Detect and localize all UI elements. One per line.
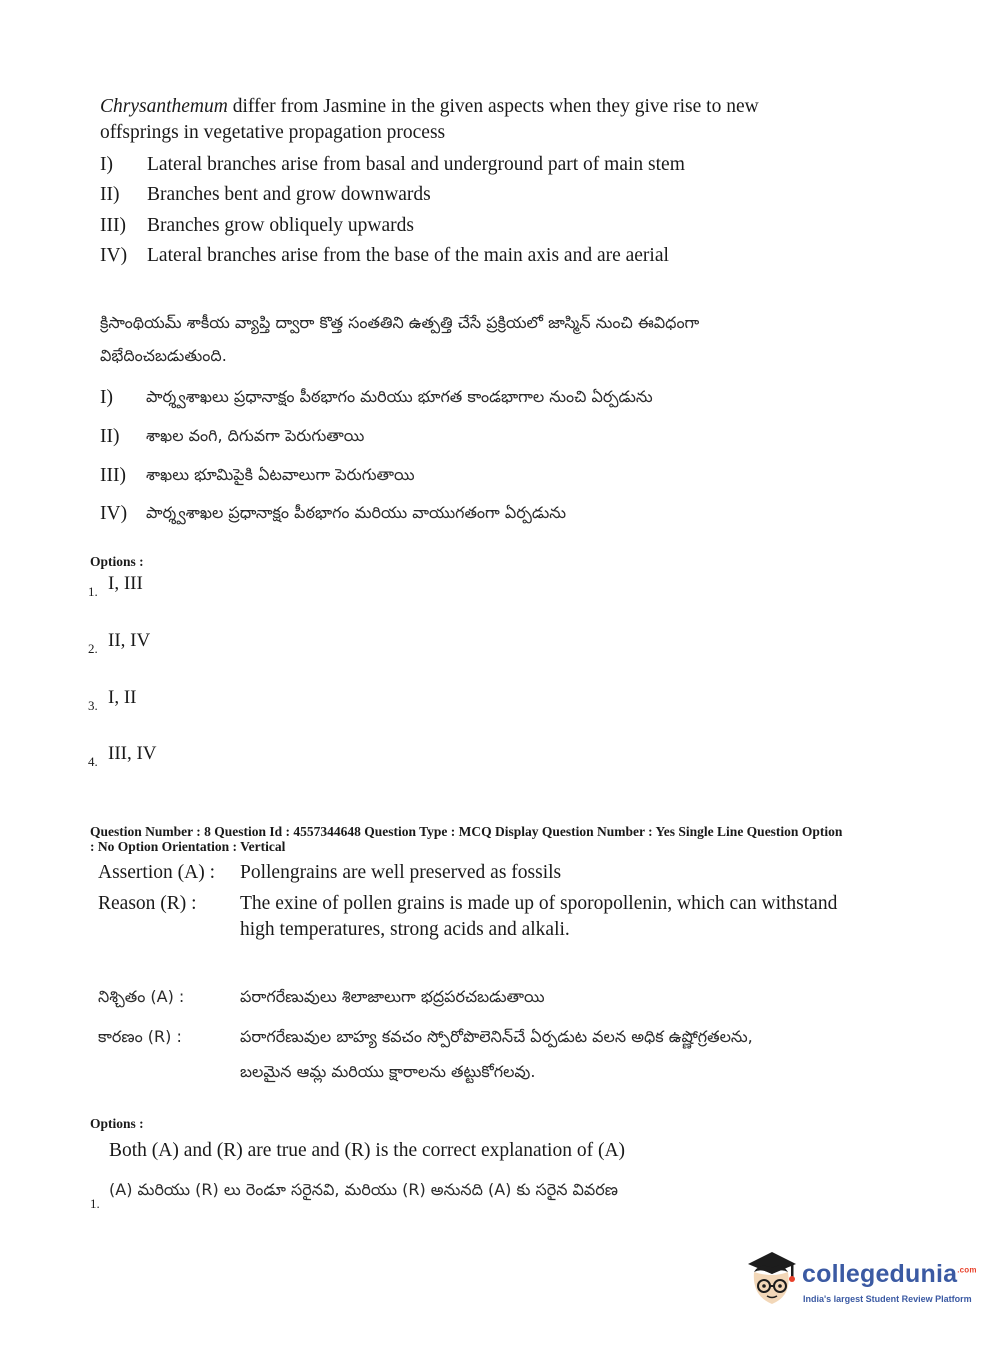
q7-stmt-text: Lateral branches arise from basal and underground part of main stem (147, 154, 685, 175)
logo-name: collegedunia (802, 1260, 958, 1288)
q8-options-label: Options : (90, 1116, 144, 1131)
option-number: 2. (88, 641, 98, 656)
q7-options-label: Options : (90, 554, 144, 569)
q8-meta-line2: : No Option Orientation : Vertical (90, 839, 286, 854)
q7-te-stem-line2: విభేదించబడుతుంది. (100, 346, 227, 365)
q7-te-statements (100, 385, 900, 535)
q7-te-stmt-text: పార్శ్వశాఖలు ప్రధానాక్షం పీఠభాగం మరియు భూగత కాండభాగాల నుంచి ఏర్పడును (146, 387, 653, 406)
q7-stmt-num: III) (100, 215, 126, 236)
q7-te-stmt-num: III) (100, 465, 126, 486)
option-text[interactable]: I, II (108, 687, 137, 708)
q7-options (88, 572, 388, 772)
q7-te-stmt-text: శాఖలు భూమిపైకి ఏటవాలుగా పెరుగుతాయి (146, 465, 415, 484)
option-number: 3. (88, 698, 98, 713)
te-reason-line1: పరాగరేణువుల బాహ్య కవచం స్పోరోపొలెనిన్‌చే ఏర్పడుట వలన అధిక ఉష్ణోగ్రతలను, (240, 1027, 753, 1046)
q8-meta-line1: Question Number : 8 Question Id : 4557344648 Question Type : MCQ Display Question Number : Yes Single Line Question Option (90, 824, 843, 839)
q7-stmt-num: II) (100, 184, 120, 205)
q7-stmt-text: Branches bent and grow downwards (147, 184, 431, 205)
q7-te-stem-line1: క్రిసాంథియమ్ శాకీయ వ్యాప్తి ద్వారా కొత్త సంతతిని ఉత్పత్తి చేసే ప్రక్రియలో జాస్మిన్ నుంచి ఈవిధంగా (100, 313, 700, 332)
reason-label: Reason (R) : (98, 893, 197, 914)
graduate-mascot-icon (742, 1248, 800, 1312)
reason-line2: high temperatures, strong acids and alkali. (240, 919, 570, 940)
q8-te-assertion-reason (98, 985, 898, 1095)
q7-statements (100, 152, 900, 276)
q7-stmt-text: Branches grow obliquely upwards (147, 215, 414, 236)
collegedunia-logo (742, 1248, 977, 1312)
te-reason-line2: బలమైన ఆమ్ల మరియు క్షారాలను తట్టుకోగలవు. (240, 1062, 536, 1081)
q7-te-stmt-text: పార్శ్వశాఖల ప్రధానాక్షం పీఠభాగం మరియు వాయుగతంగా ఏర్పడును (146, 503, 567, 522)
assertion-text: Pollengrains are well preserved as fossils (240, 862, 562, 883)
te-assertion-label: నిశ్చితం (A) : (98, 987, 185, 1006)
option-text[interactable]: III, IV (108, 743, 157, 764)
q7-stem-line2: offsprings in vegetative propagation process (100, 122, 446, 143)
option-number: 1. (90, 1196, 100, 1211)
option-number: 4. (88, 754, 98, 769)
reason-line1: The exine of pollen grains is made up of sporopollenin, which can withstand (240, 893, 838, 914)
q8-option1-en[interactable]: Both (A) and (R) are true and (R) is the correct explanation of (A) (109, 1140, 626, 1161)
option-text[interactable]: II, IV (108, 630, 151, 651)
q7-stem (100, 94, 900, 146)
logo-tagline: India's largest Student Review Platform (803, 1294, 972, 1304)
q7-te-stmt-text: శాఖల వంగి, దిగువగా పెరుగుతాయి (146, 426, 365, 445)
logo-wordmark (802, 1260, 977, 1289)
option-number: 1. (88, 584, 98, 599)
q8-meta (90, 824, 920, 854)
q7-stem-line1: differ from Jasmine in the given aspects when they give rise to new (227, 96, 759, 117)
q7-te-stmt-num: I) (100, 387, 113, 408)
q8-assertion-reason (98, 860, 898, 950)
q7-stmt-num: I) (100, 154, 113, 175)
q8-option1-te[interactable]: (A) మరియు (R) లు రెండూ సరైనవి, మరియు (R) అనునది (A) కు సరైన వివరణ (109, 1180, 618, 1199)
te-reason-label: కారణం (R) : (98, 1027, 182, 1046)
option-text[interactable]: I, III (108, 573, 143, 594)
q7-stmt-num: IV) (100, 245, 128, 266)
logo-suffix: .com (957, 1265, 977, 1275)
assertion-label: Assertion (A) : (98, 862, 215, 883)
q7-te-stmt-num: II) (100, 426, 120, 447)
q7-te-stmt-num: IV) (100, 503, 128, 524)
q7-stmt-text: Lateral branches arise from the base of the main axis and are aerial (147, 245, 669, 266)
q7-stem-italic: Chrysanthemum (100, 96, 228, 117)
te-assertion-text: పరాగరేణువులు శిలాజాలుగా భద్రపరచబడుతాయి (240, 987, 545, 1006)
